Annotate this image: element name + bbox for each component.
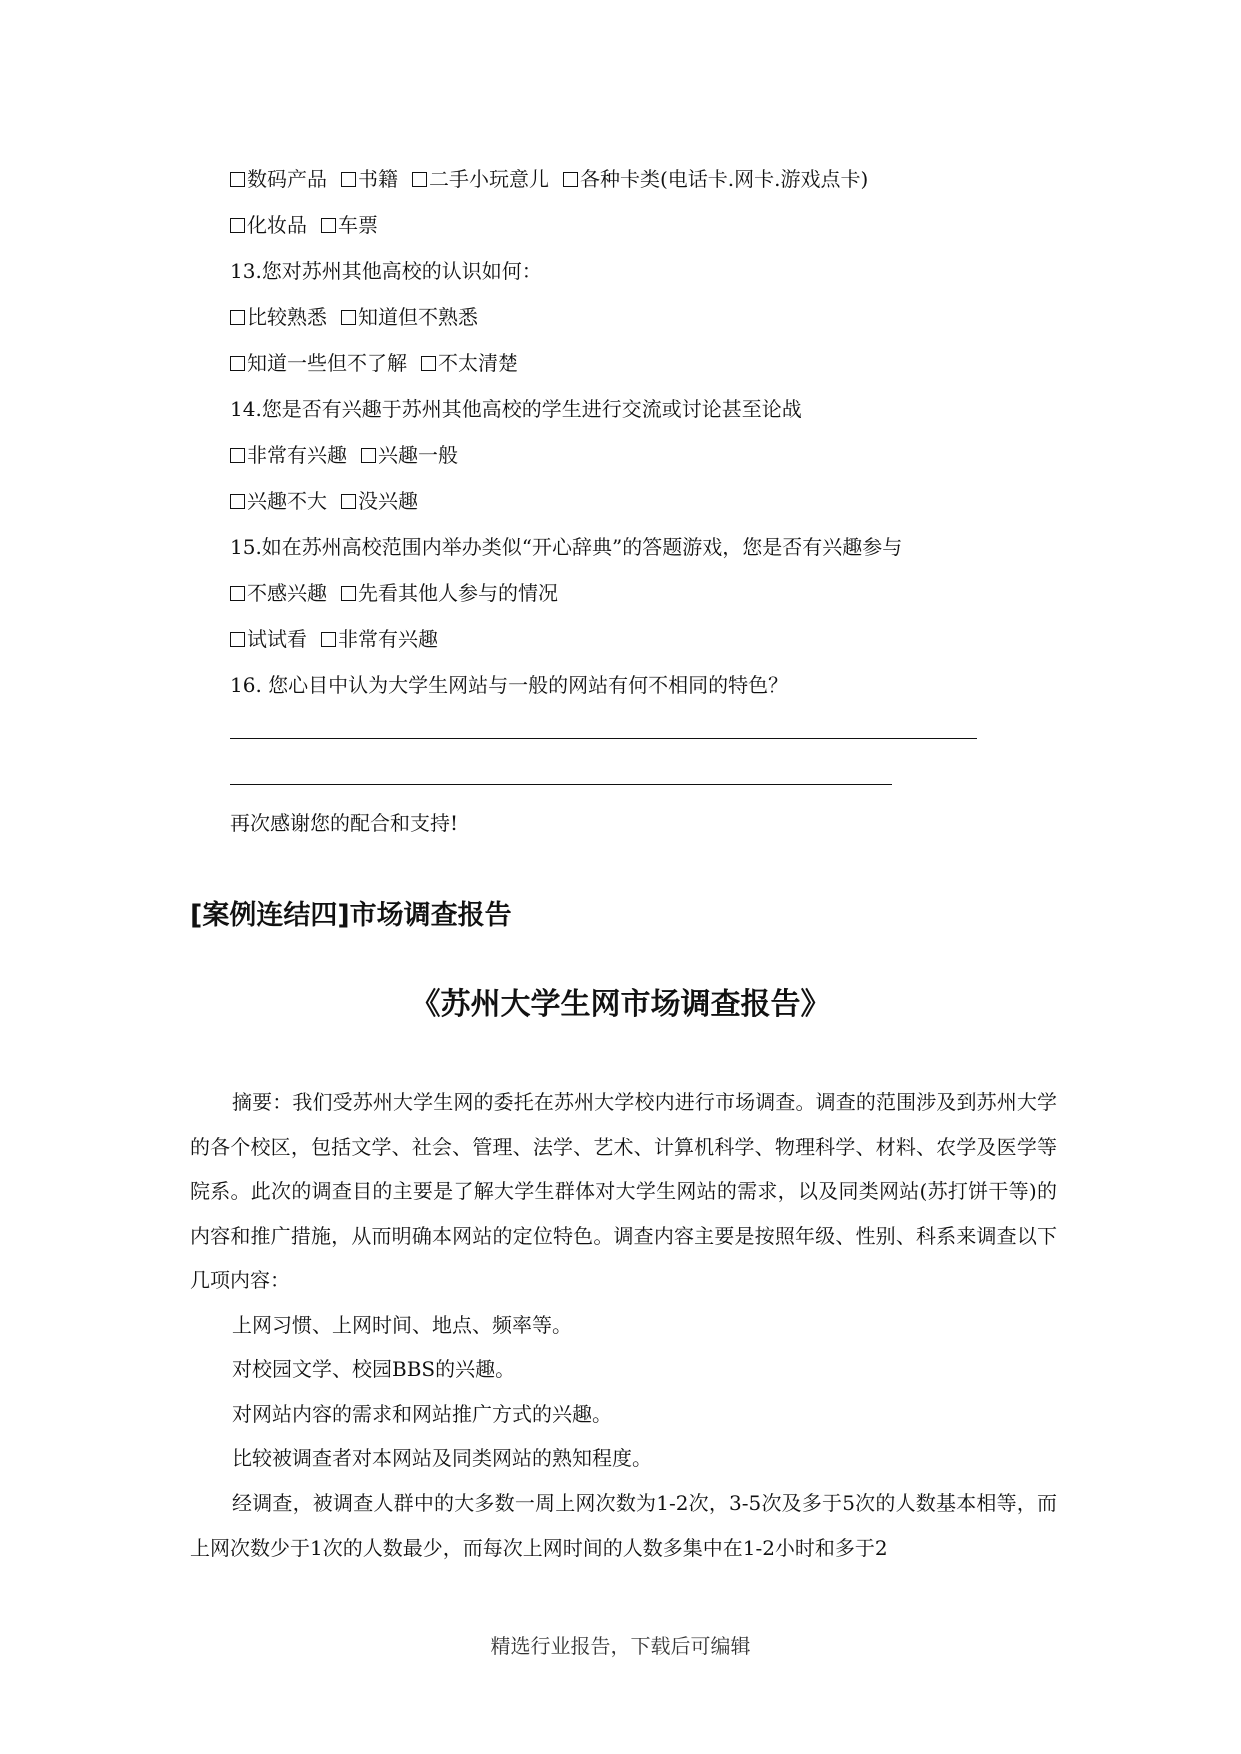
checkbox-icon[interactable] bbox=[563, 172, 578, 187]
checkbox-icon[interactable] bbox=[412, 172, 427, 187]
checkbox-option[interactable]: 车票 bbox=[321, 211, 378, 239]
checkbox-option[interactable]: 兴趣一般 bbox=[361, 441, 458, 469]
checkbox-icon[interactable] bbox=[230, 218, 245, 233]
q12-options-row-2 bbox=[230, 211, 392, 239]
checkbox-icon[interactable] bbox=[230, 356, 245, 371]
checkbox-option[interactable]: 比较熟悉 bbox=[230, 303, 327, 331]
checkbox-option[interactable]: 书籍 bbox=[341, 165, 398, 193]
q14-options-row-2 bbox=[230, 487, 432, 515]
checkbox-icon[interactable] bbox=[230, 494, 245, 509]
thanks-text: 再次感谢您的配合和支持! bbox=[230, 811, 459, 835]
findings-paragraph: 经调查，被调查人群中的大多数一周上网次数为1-2次，3-5次及多于5次的人数基本相等，而上网次数少于1次的人数最少，而每次上网时间的人数多集中在1-2小时和多于2 bbox=[190, 1491, 1057, 1560]
q13-question: 13.您对苏州其他高校的认识如何： bbox=[230, 259, 542, 283]
q15-question: 15.如在苏州高校范围内举办类似“开心辞典”的答题游戏，您是否有兴趣参与 bbox=[230, 535, 903, 559]
survey-item: 上网习惯、上网时间、地点、频率等。 bbox=[232, 1313, 572, 1337]
checkbox-option[interactable]: 不感兴趣 bbox=[230, 579, 327, 607]
checkbox-icon[interactable] bbox=[230, 310, 245, 325]
q13-options-row-2 bbox=[230, 349, 532, 377]
checkbox-option[interactable]: 非常有兴趣 bbox=[321, 625, 438, 653]
checkbox-option[interactable]: 没兴趣 bbox=[341, 487, 418, 515]
checkbox-option[interactable]: 非常有兴趣 bbox=[230, 441, 347, 469]
checkbox-option[interactable]: 数码产品 bbox=[230, 165, 327, 193]
q14-question: 14.您是否有兴趣于苏州其他高校的学生进行交流或讨论甚至论战 bbox=[230, 397, 802, 421]
checkbox-option[interactable]: 化妆品 bbox=[230, 211, 307, 239]
abstract-paragraph: 摘要：我们受苏州大学生网的委托在苏州大学校内进行市场调查。调查的范围涉及到苏州大学的各个校区，包括文学、社会、管理、法学、艺术、计算机科学、物理科学、材料、农学及医学等院系。此次的调查目的主要是了解大学生群体对大学生网站的需求，以及同类网站(苏打饼干等)的内容和推广措施，从而明确本网站的定位特色。调查内容主要是按照年级、性别、科系来调查以下几项内容： bbox=[190, 1090, 1057, 1292]
checkbox-option[interactable]: 试试看 bbox=[230, 625, 307, 653]
checkbox-icon[interactable] bbox=[341, 494, 356, 509]
answer-blank-line[interactable] bbox=[230, 784, 892, 785]
survey-item: 对网站内容的需求和网站推广方式的兴趣。 bbox=[232, 1402, 612, 1426]
q15-options-row-1 bbox=[230, 579, 572, 607]
answer-blank-line[interactable] bbox=[230, 738, 977, 739]
survey-item: 比较被调查者对本网站及同类网站的熟知程度。 bbox=[232, 1446, 652, 1470]
checkbox-icon[interactable] bbox=[341, 586, 356, 601]
checkbox-option[interactable]: 各种卡类(电话卡.网卡.游戏点卡) bbox=[563, 165, 868, 193]
checkbox-icon[interactable] bbox=[230, 172, 245, 187]
checkbox-icon[interactable] bbox=[321, 632, 336, 647]
checkbox-option[interactable]: 知道但不熟悉 bbox=[341, 303, 478, 331]
q12-options-row-1 bbox=[230, 165, 882, 193]
checkbox-icon[interactable] bbox=[421, 356, 436, 371]
report-title: 《苏州大学生网市场调查报告》 bbox=[410, 987, 831, 1022]
case-heading: [案例连结四]市场调查报告 bbox=[190, 900, 512, 931]
checkbox-option[interactable]: 二手小玩意儿 bbox=[412, 165, 549, 193]
checkbox-option[interactable]: 知道一些但不了解 bbox=[230, 349, 407, 377]
checkbox-option[interactable]: 不太清楚 bbox=[421, 349, 518, 377]
checkbox-icon[interactable] bbox=[230, 586, 245, 601]
q15-options-row-2 bbox=[230, 625, 452, 653]
q16-question: 16. 您心目中认为大学生网站与一般的网站有何不相同的特色？ bbox=[230, 673, 789, 697]
q13-options-row-1 bbox=[230, 303, 492, 331]
checkbox-icon[interactable] bbox=[361, 448, 376, 463]
checkbox-icon[interactable] bbox=[230, 632, 245, 647]
q14-options-row-1 bbox=[230, 441, 472, 469]
checkbox-option[interactable]: 兴趣不大 bbox=[230, 487, 327, 515]
checkbox-icon[interactable] bbox=[341, 310, 356, 325]
page-footer: 精选行业报告，下载后可编辑 bbox=[490, 1634, 751, 1658]
checkbox-option[interactable]: 先看其他人参与的情况 bbox=[341, 579, 558, 607]
checkbox-icon[interactable] bbox=[341, 172, 356, 187]
survey-item: 对校园文学、校园BBS的兴趣。 bbox=[232, 1357, 516, 1381]
checkbox-icon[interactable] bbox=[321, 218, 336, 233]
checkbox-icon[interactable] bbox=[230, 448, 245, 463]
